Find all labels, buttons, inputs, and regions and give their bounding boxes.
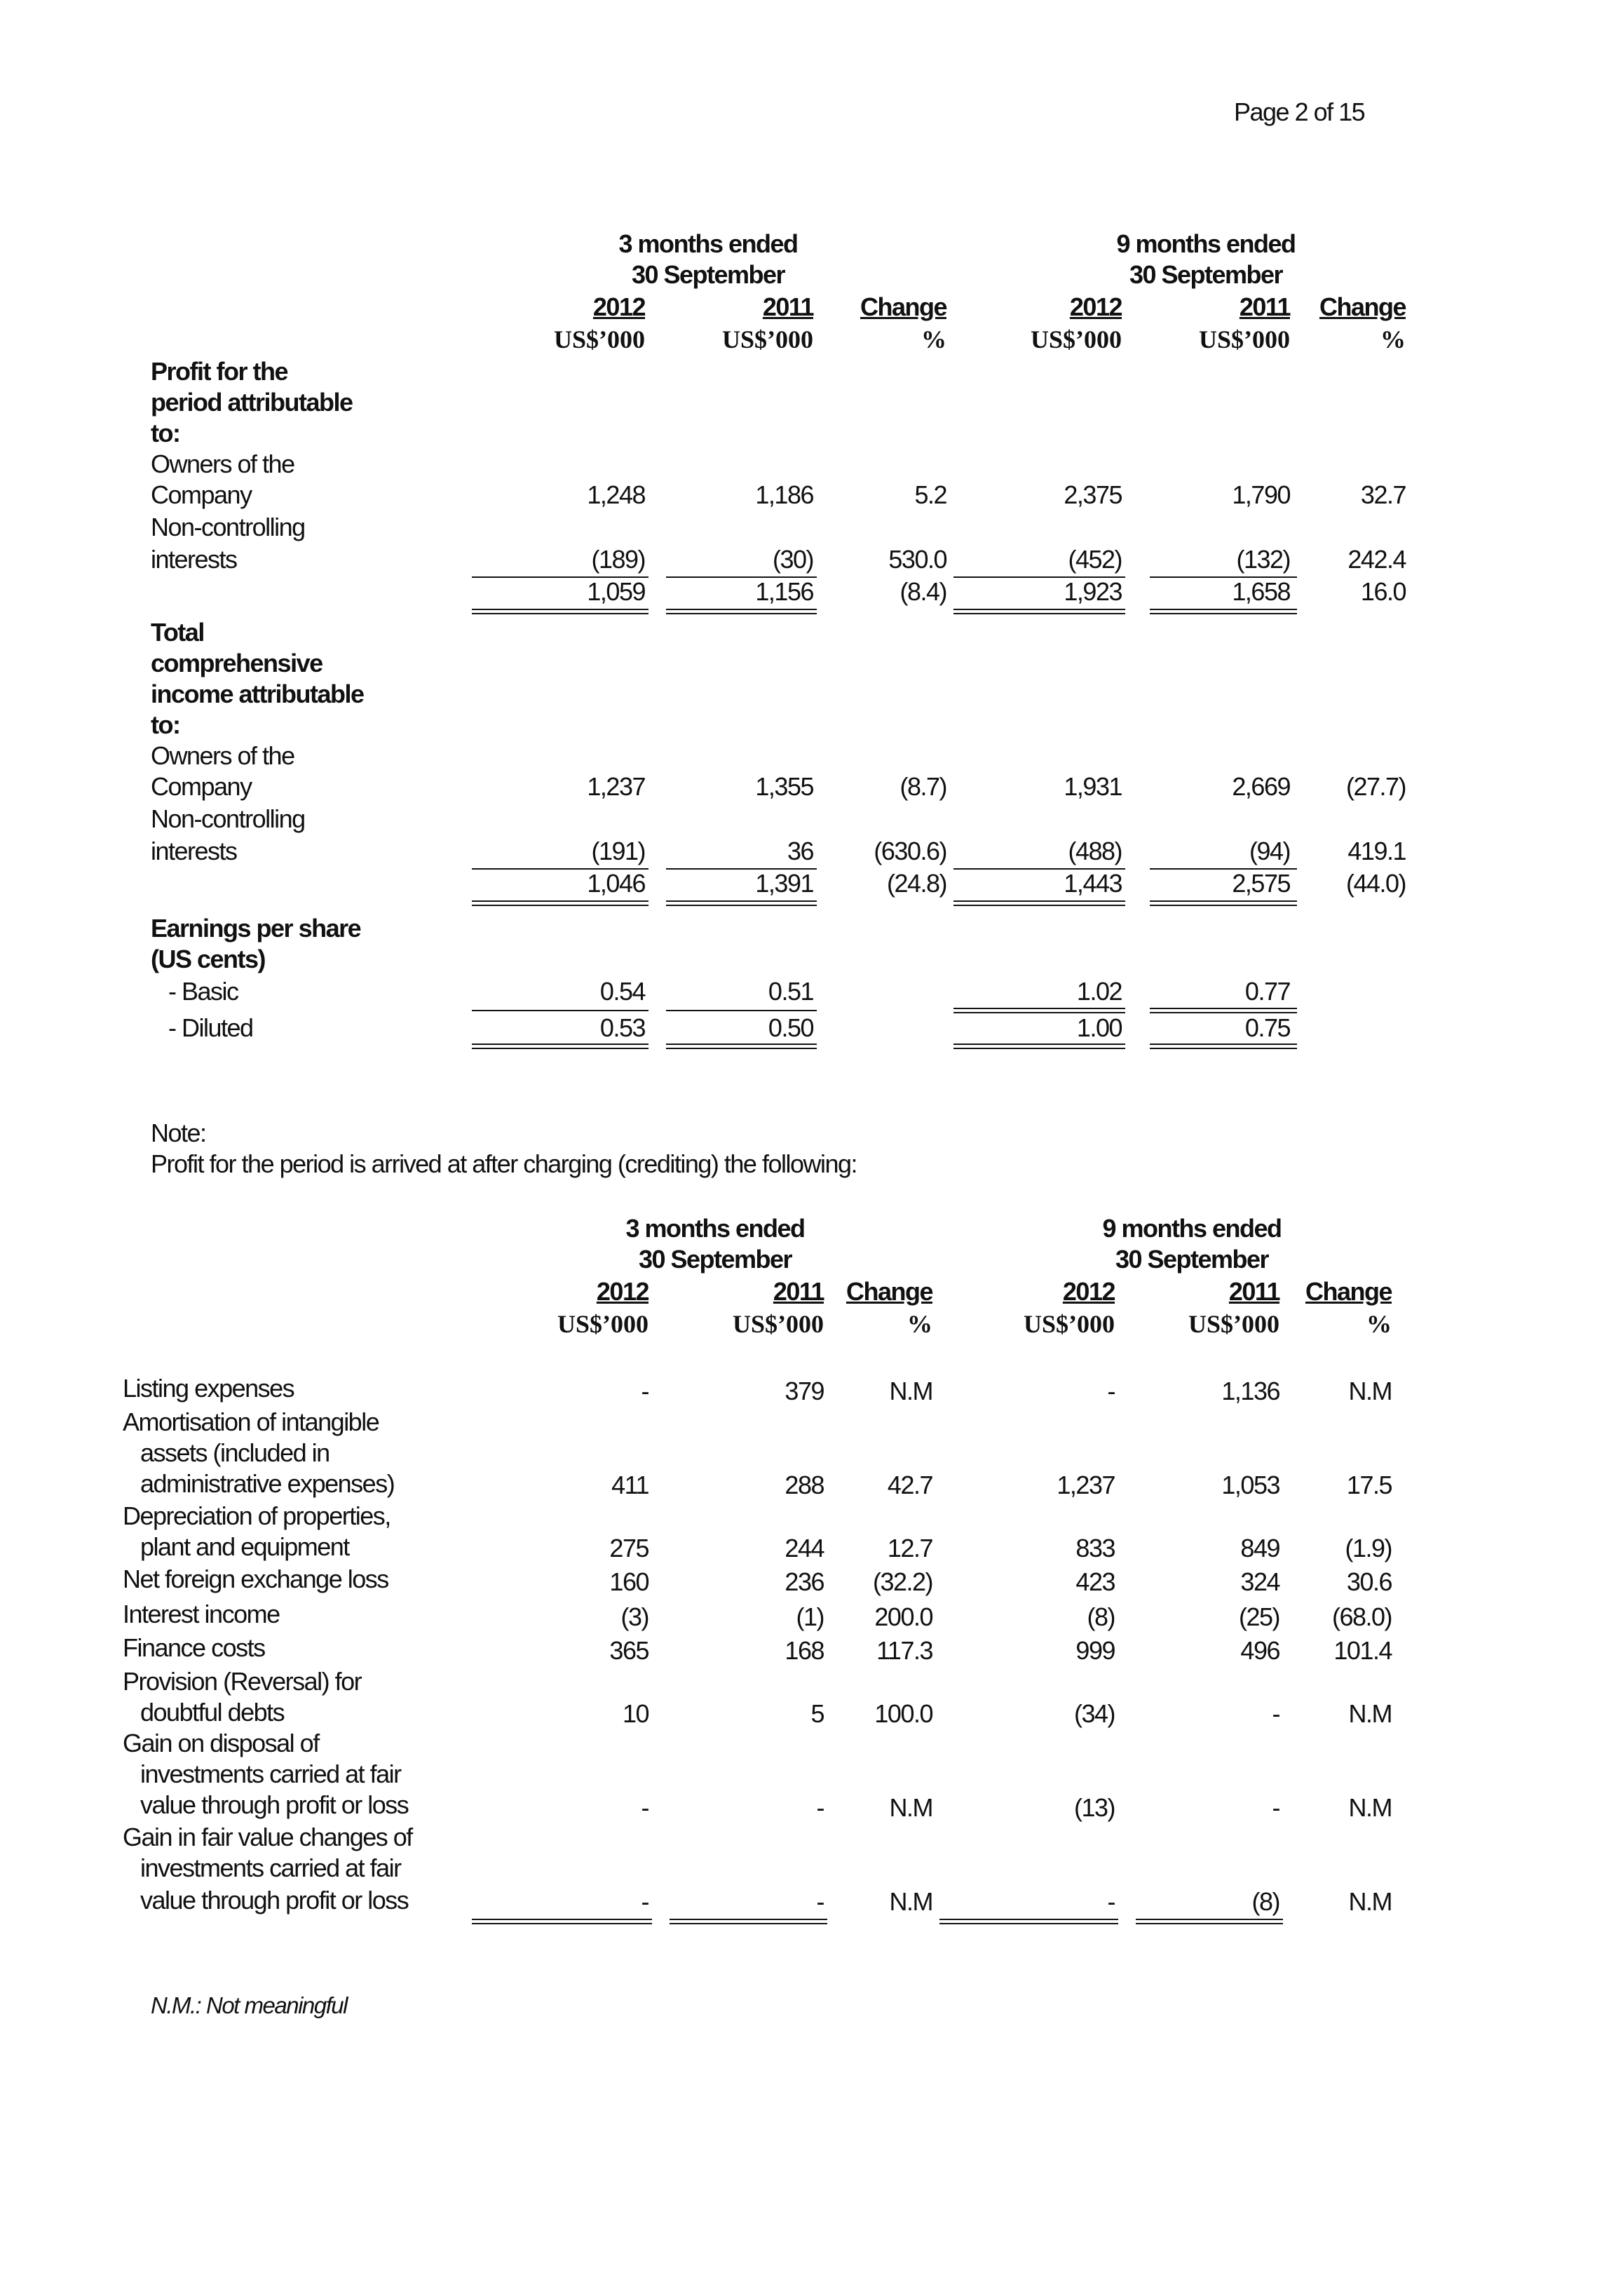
cell: (630.6) bbox=[874, 837, 946, 865]
cell: - bbox=[1107, 1887, 1115, 1916]
cell: - bbox=[1272, 1793, 1279, 1822]
row-label: interests bbox=[151, 837, 237, 865]
section-title: Earnings per share bbox=[151, 914, 361, 943]
cell: 1,355 bbox=[755, 772, 813, 801]
cell: 242.4 bbox=[1347, 545, 1406, 574]
row-label: Listing expenses bbox=[123, 1374, 294, 1403]
header-3-months-date: 30 September bbox=[638, 1245, 792, 1274]
cell: (1) bbox=[796, 1602, 824, 1631]
col-unit: US$’000 bbox=[553, 325, 645, 353]
cell: (44.0) bbox=[1345, 869, 1406, 898]
section-title: Profit for the bbox=[151, 357, 287, 386]
cell: N.M bbox=[1348, 1699, 1392, 1728]
col-unit: US$’000 bbox=[1030, 325, 1122, 353]
row-label: assets (included in bbox=[140, 1438, 330, 1467]
cell: 423 bbox=[1075, 1567, 1115, 1596]
row-label: Non-controlling bbox=[151, 513, 305, 541]
cell: - bbox=[641, 1887, 648, 1916]
cell: 496 bbox=[1240, 1636, 1279, 1665]
cell: 0.53 bbox=[599, 1013, 645, 1042]
row-label: Company bbox=[151, 480, 252, 509]
cell: 1,931 bbox=[1064, 772, 1122, 801]
cell: 1,156 bbox=[755, 577, 813, 606]
header-3-months: 3 months ended bbox=[625, 1214, 805, 1243]
note-text: Profit for the period is arrived at after charging (crediting) the following: bbox=[151, 1149, 857, 1178]
cell: 419.1 bbox=[1347, 837, 1406, 865]
cell: 999 bbox=[1075, 1636, 1115, 1665]
row-label: value through profit or loss bbox=[140, 1886, 409, 1915]
cell: 17.5 bbox=[1346, 1471, 1392, 1499]
cell: 324 bbox=[1240, 1567, 1279, 1596]
cell: 1,443 bbox=[1064, 869, 1122, 898]
cell: 101.4 bbox=[1333, 1636, 1392, 1665]
row-label: plant and equipment bbox=[140, 1532, 349, 1561]
double-rule bbox=[472, 1919, 652, 1924]
cell: (13) bbox=[1073, 1793, 1115, 1822]
col-unit: US$’000 bbox=[557, 1310, 648, 1338]
cell: 0.77 bbox=[1244, 977, 1290, 1006]
cell: 0.51 bbox=[768, 977, 813, 1006]
double-rule bbox=[1150, 900, 1297, 906]
cell: 236 bbox=[785, 1567, 824, 1596]
cell: (8) bbox=[1251, 1887, 1279, 1916]
cell: 200.0 bbox=[874, 1602, 932, 1631]
rule bbox=[666, 1010, 817, 1011]
cell: 833 bbox=[1075, 1534, 1115, 1562]
row-label: Provision (Reversal) for bbox=[123, 1667, 362, 1696]
cell: 275 bbox=[609, 1534, 648, 1562]
cell: (30) bbox=[772, 545, 813, 574]
cell: 36 bbox=[787, 837, 813, 865]
cell: (191) bbox=[591, 837, 645, 865]
cell: (8.4) bbox=[899, 577, 946, 606]
cell: (8) bbox=[1087, 1602, 1115, 1631]
col-header: 2011 bbox=[773, 1277, 824, 1306]
cell: 1,186 bbox=[755, 480, 813, 509]
cell: - bbox=[816, 1793, 824, 1822]
row-label: Interest income bbox=[123, 1600, 280, 1628]
double-rule bbox=[666, 1044, 817, 1049]
cell: 100.0 bbox=[874, 1699, 932, 1728]
header-9-months-date: 30 September bbox=[1129, 260, 1283, 289]
col-header: 2011 bbox=[1228, 1277, 1279, 1306]
col-unit: % bbox=[1366, 1310, 1392, 1338]
cell: 379 bbox=[785, 1377, 824, 1405]
cell: 12.7 bbox=[887, 1534, 932, 1562]
cell: N.M bbox=[889, 1377, 932, 1405]
cell: 1.00 bbox=[1076, 1013, 1122, 1042]
cell: 1,248 bbox=[587, 480, 645, 509]
col-unit: US$’000 bbox=[1198, 325, 1290, 353]
cell: (189) bbox=[591, 545, 645, 574]
col-header: 2012 bbox=[1062, 1277, 1115, 1306]
note-title: Note: bbox=[151, 1119, 206, 1147]
cell: 1,053 bbox=[1221, 1471, 1279, 1499]
col-unit: US$’000 bbox=[732, 1310, 824, 1338]
footnote: N.M.: Not meaningful bbox=[151, 1992, 347, 2018]
double-rule bbox=[1150, 1044, 1297, 1049]
cell: (8.7) bbox=[899, 772, 946, 801]
cell: 1,237 bbox=[587, 772, 645, 801]
cell: N.M bbox=[1348, 1887, 1392, 1916]
double-rule bbox=[953, 609, 1125, 614]
cell: 42.7 bbox=[887, 1471, 932, 1499]
row-label: Gain in fair value changes of bbox=[123, 1823, 412, 1851]
section-title: comprehensive bbox=[151, 649, 322, 677]
row-label: - Diluted bbox=[168, 1013, 253, 1042]
cell: 530.0 bbox=[888, 545, 946, 574]
cell: (24.8) bbox=[886, 869, 946, 898]
double-rule bbox=[953, 1044, 1125, 1049]
section-title: to: bbox=[151, 710, 180, 739]
cell: 5.2 bbox=[914, 480, 946, 509]
header-9-months: 9 months ended bbox=[1102, 1214, 1282, 1243]
cell: 16.0 bbox=[1360, 577, 1406, 606]
cell: N.M bbox=[889, 1793, 932, 1822]
double-rule bbox=[472, 609, 648, 614]
col-unit: % bbox=[907, 1310, 932, 1338]
col-header: 2012 bbox=[592, 292, 645, 321]
cell: 1,046 bbox=[587, 869, 645, 898]
cell: 1,136 bbox=[1221, 1377, 1279, 1405]
row-label: interests bbox=[151, 545, 237, 574]
cell: (1.9) bbox=[1345, 1534, 1392, 1562]
cell: 30.6 bbox=[1346, 1567, 1392, 1596]
double-rule bbox=[666, 609, 817, 614]
row-label: Owners of the bbox=[151, 450, 294, 478]
cell: 2,375 bbox=[1064, 480, 1122, 509]
cell: N.M bbox=[1348, 1377, 1392, 1405]
col-unit: % bbox=[1380, 325, 1406, 353]
section-title: period attributable bbox=[151, 388, 353, 417]
double-rule bbox=[666, 900, 817, 906]
row-label: Non-controlling bbox=[151, 804, 305, 833]
row-label: administrative expenses) bbox=[140, 1469, 395, 1498]
cell: 32.7 bbox=[1360, 480, 1406, 509]
header-9-months-date: 30 September bbox=[1115, 1245, 1269, 1274]
double-rule bbox=[953, 900, 1125, 906]
cell: (27.7) bbox=[1345, 772, 1406, 801]
page-number: Page 2 of 15 bbox=[1234, 97, 1365, 126]
cell: 849 bbox=[1240, 1534, 1279, 1562]
double-rule bbox=[670, 1919, 827, 1924]
cell: 168 bbox=[785, 1636, 824, 1665]
row-label: investments carried at fair bbox=[140, 1760, 401, 1788]
cell: (68.0) bbox=[1331, 1602, 1392, 1631]
row-label: value through profit or loss bbox=[140, 1790, 409, 1819]
cell: (488) bbox=[1068, 837, 1122, 865]
col-unit: US$’000 bbox=[721, 325, 813, 353]
cell: - bbox=[1272, 1699, 1279, 1728]
col-unit: US$’000 bbox=[1188, 1310, 1279, 1338]
cell: 117.3 bbox=[876, 1636, 932, 1665]
col-unit: % bbox=[921, 325, 946, 353]
cell: N.M bbox=[889, 1887, 932, 1916]
cell: 1,923 bbox=[1064, 577, 1122, 606]
header-9-months: 9 months ended bbox=[1116, 229, 1296, 258]
row-label: Gain on disposal of bbox=[123, 1729, 319, 1757]
cell: 0.54 bbox=[599, 977, 645, 1006]
cell: (452) bbox=[1068, 545, 1122, 574]
row-label: Depreciation of properties, bbox=[123, 1501, 391, 1530]
cell: (94) bbox=[1249, 837, 1290, 865]
cell: 365 bbox=[609, 1636, 648, 1665]
cell: (34) bbox=[1073, 1699, 1115, 1728]
double-rule bbox=[1136, 1919, 1283, 1924]
cell: 1,658 bbox=[1232, 577, 1290, 606]
cell: (32.2) bbox=[872, 1567, 932, 1596]
double-rule bbox=[472, 900, 648, 906]
double-rule bbox=[1150, 609, 1297, 614]
section-title: income attributable bbox=[151, 680, 364, 708]
cell: 411 bbox=[611, 1471, 648, 1499]
cell: 0.75 bbox=[1244, 1013, 1290, 1042]
col-header: 2011 bbox=[1239, 292, 1290, 321]
col-unit: US$’000 bbox=[1023, 1310, 1115, 1338]
cell: - bbox=[816, 1887, 824, 1916]
section-title: Total bbox=[151, 618, 204, 647]
cell: 5 bbox=[810, 1699, 824, 1728]
cell: 1,790 bbox=[1232, 480, 1290, 509]
cell: N.M bbox=[1348, 1793, 1392, 1822]
cell: (132) bbox=[1236, 545, 1290, 574]
row-label: Owners of the bbox=[151, 741, 294, 770]
cell: 244 bbox=[785, 1534, 824, 1562]
cell: 1,391 bbox=[755, 869, 813, 898]
cell: - bbox=[1107, 1377, 1115, 1405]
rule bbox=[472, 1010, 648, 1011]
row-label: investments carried at fair bbox=[140, 1853, 401, 1882]
double-rule bbox=[939, 1919, 1118, 1924]
cell: - bbox=[641, 1793, 648, 1822]
row-label: Amortisation of intangible bbox=[123, 1407, 379, 1436]
col-header: Change bbox=[1305, 1277, 1392, 1306]
cell: 10 bbox=[622, 1699, 648, 1728]
cell: - bbox=[641, 1377, 648, 1405]
cell: 1.02 bbox=[1076, 977, 1122, 1006]
cell: 1,237 bbox=[1057, 1471, 1115, 1499]
cell: 2,575 bbox=[1232, 869, 1290, 898]
double-rule bbox=[472, 1044, 648, 1049]
section-title: (US cents) bbox=[151, 945, 266, 973]
row-label: Company bbox=[151, 772, 252, 801]
row-label: - Basic bbox=[168, 977, 238, 1006]
cell: 2,669 bbox=[1232, 772, 1290, 801]
col-header: 2012 bbox=[1069, 292, 1122, 321]
col-header: Change bbox=[846, 1277, 932, 1306]
cell: 288 bbox=[785, 1471, 824, 1499]
header-3-months: 3 months ended bbox=[618, 229, 798, 258]
row-label: Finance costs bbox=[123, 1633, 265, 1662]
row-label: Net foreign exchange loss bbox=[123, 1565, 388, 1593]
header-3-months-date: 30 September bbox=[631, 260, 785, 289]
col-header: 2011 bbox=[762, 292, 813, 321]
cell: 1,059 bbox=[587, 577, 645, 606]
cell: (3) bbox=[620, 1602, 648, 1631]
row-label: doubtful debts bbox=[140, 1698, 285, 1727]
col-header: Change bbox=[1319, 292, 1406, 321]
cell: 160 bbox=[609, 1567, 648, 1596]
col-header: Change bbox=[860, 292, 946, 321]
section-title: to: bbox=[151, 419, 180, 447]
cell: (25) bbox=[1238, 1602, 1279, 1631]
cell: 0.50 bbox=[768, 1013, 813, 1042]
col-header: 2012 bbox=[596, 1277, 648, 1306]
